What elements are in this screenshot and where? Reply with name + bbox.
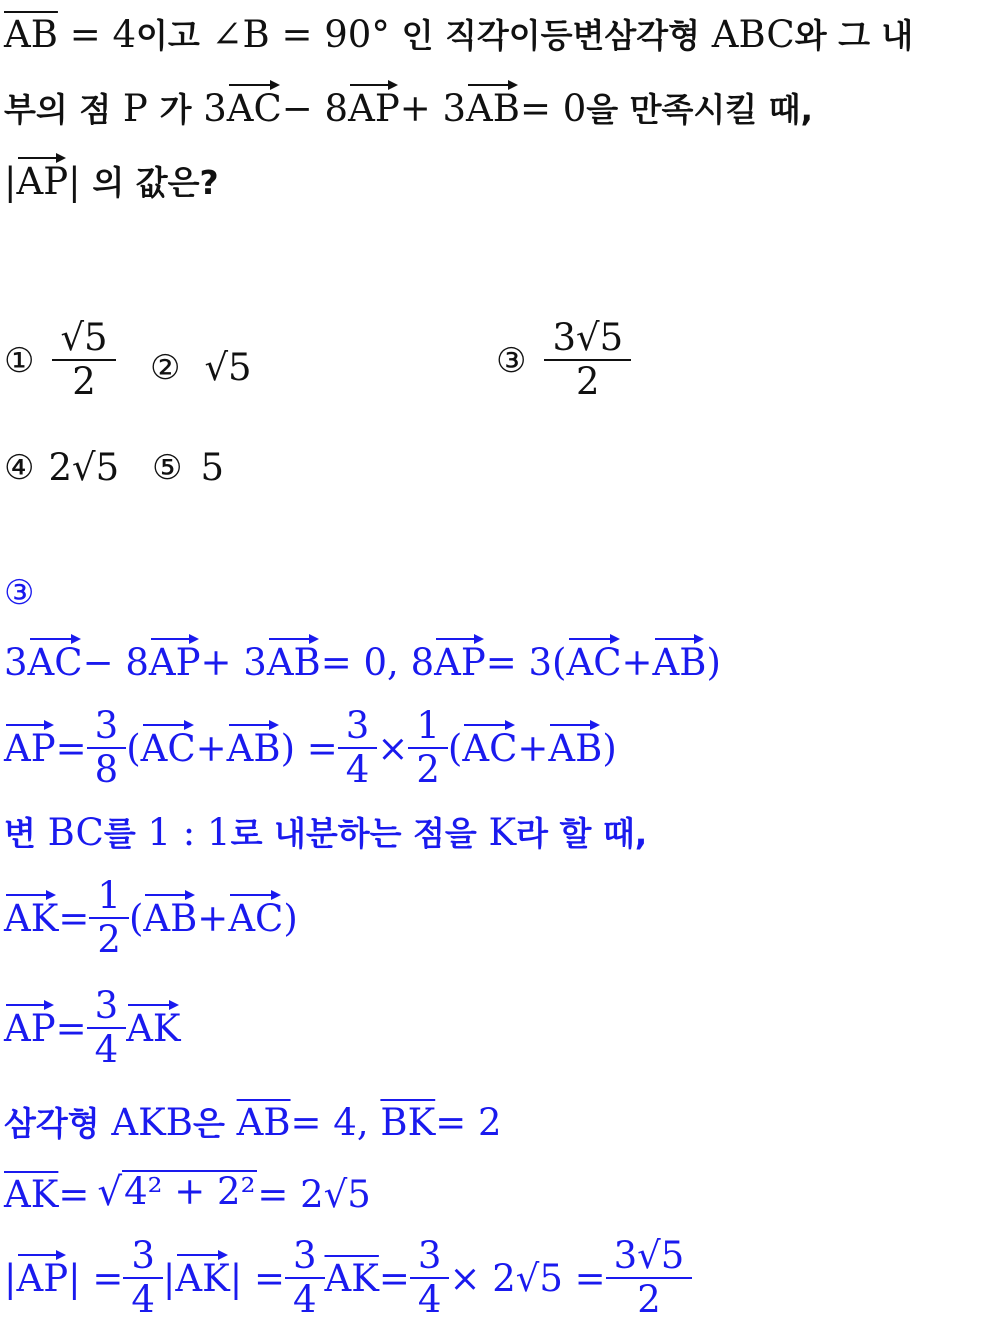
vector-ap: AP: [148, 641, 201, 684]
segment-ak: $\overline{AK}$: [324, 1257, 379, 1301]
answer-mark: ③: [4, 573, 35, 613]
vector-ab: AB: [226, 727, 281, 771]
fraction: $\frac{3}{4}$: [342, 706, 374, 791]
vector-ac: AC: [226, 87, 282, 130]
solution-step-3: 변 BC를 1 : 1로 내분하는 점을 K라 할 때,: [4, 811, 648, 854]
solution-step-4: AK = $\frac{1}{2}$ ( AB + AC ): [4, 874, 298, 961]
vector-ap: AP: [4, 1007, 56, 1051]
vector-ap: AP: [16, 1257, 69, 1301]
choice-3[interactable]: ③ $\frac{3√5}{2}$: [496, 318, 631, 403]
vector-ab: AB: [652, 641, 707, 684]
square-root: √ 4² + 2²: [97, 1169, 256, 1215]
vector-ac: AC: [27, 641, 83, 684]
segment-ab: $\overline{AB}$: [4, 13, 58, 56]
vector-ac: AC: [140, 727, 196, 771]
solution-step-5: AP = $\frac{3}{4}$ AK: [4, 984, 181, 1071]
segment-ak: $\overline{AK}$: [4, 1172, 59, 1216]
fraction: $\frac{3}{8}$: [91, 706, 123, 791]
fraction: $\frac{3√5}{2}$: [610, 1236, 689, 1321]
vector-ak: AK: [126, 1007, 181, 1051]
fraction: $\frac{1}{2}$: [93, 876, 125, 961]
vector-ap: AP: [4, 727, 56, 771]
vector-ab: AB: [548, 727, 603, 771]
vector-ac: AC: [228, 897, 284, 941]
fraction: $\frac{3}{4}$: [127, 1236, 159, 1321]
vector-ak: AK: [4, 897, 59, 941]
vector-ap: AP: [434, 641, 486, 684]
fraction: $\frac{1}{2}$: [412, 706, 444, 791]
choice-4[interactable]: ④ 2√5: [4, 446, 120, 489]
fraction: $\frac{3}{4}$: [289, 1236, 321, 1321]
vector-ap: AP: [16, 160, 69, 203]
segment-ab: $\overline{AB}$: [236, 1101, 291, 1144]
vector-ac: AC: [566, 641, 622, 684]
vector-ak: AK: [175, 1257, 230, 1301]
problem-line-2: 부의 점 P 가 3AC− 8AP+ 3AB= 0을 만족시킬 때,: [4, 87, 814, 130]
vector-ab: AB: [143, 897, 198, 941]
choice-5[interactable]: ⑤ 5: [152, 446, 225, 489]
problem-line-3: |AP| 의 값은?: [4, 160, 219, 203]
choice-1[interactable]: ① $\frac{√5}{2}$: [4, 318, 116, 403]
fraction: $\frac{√5}{2}$: [56, 318, 111, 403]
problem-line-1: $\overline{AB} = 4$이고 ∠B = 90° 인 직각이등변삼각형 ABC와 그 내: [4, 13, 914, 56]
vector-ab: AB: [466, 87, 520, 130]
choice-2[interactable]: ② √5: [150, 346, 252, 389]
vector-ab: AB: [266, 641, 321, 684]
segment-bk: $\overline{BK}$: [380, 1101, 436, 1144]
solution-step-1: 3AC− 8AP+ 3AB= 0, 8AP= 3(AC+AB): [4, 641, 721, 684]
solution-step-6: 삼각형 AKB은 $\overline{AB}= 4$, $\overline{BK}= 2$: [4, 1101, 502, 1144]
fraction: $\frac{3}{4}$: [91, 986, 123, 1071]
solution-step-7: $\overline{AK}$ = √ 4² + 2² = 2√5: [4, 1169, 371, 1216]
fraction: $\frac{3√5}{2}$: [548, 318, 627, 403]
vector-ac: AC: [462, 727, 518, 771]
vector-ap: AP: [348, 87, 400, 130]
fraction: $\frac{3}{4}$: [414, 1236, 446, 1321]
solution-step-8: | AP | = $\frac{3}{4}$ | AK | = $\frac{3}{4}$ $\overline{AK}$ = $\frac{3}{4}$ × 2√5 = $\frac{3√5}{2}$: [4, 1236, 692, 1321]
solution-step-2: AP = $\frac{3}{8}$ ( AC + AB ) = $\frac{3}{4}$ × $\frac{1}{2}$ ( AC + AB ): [4, 704, 617, 791]
